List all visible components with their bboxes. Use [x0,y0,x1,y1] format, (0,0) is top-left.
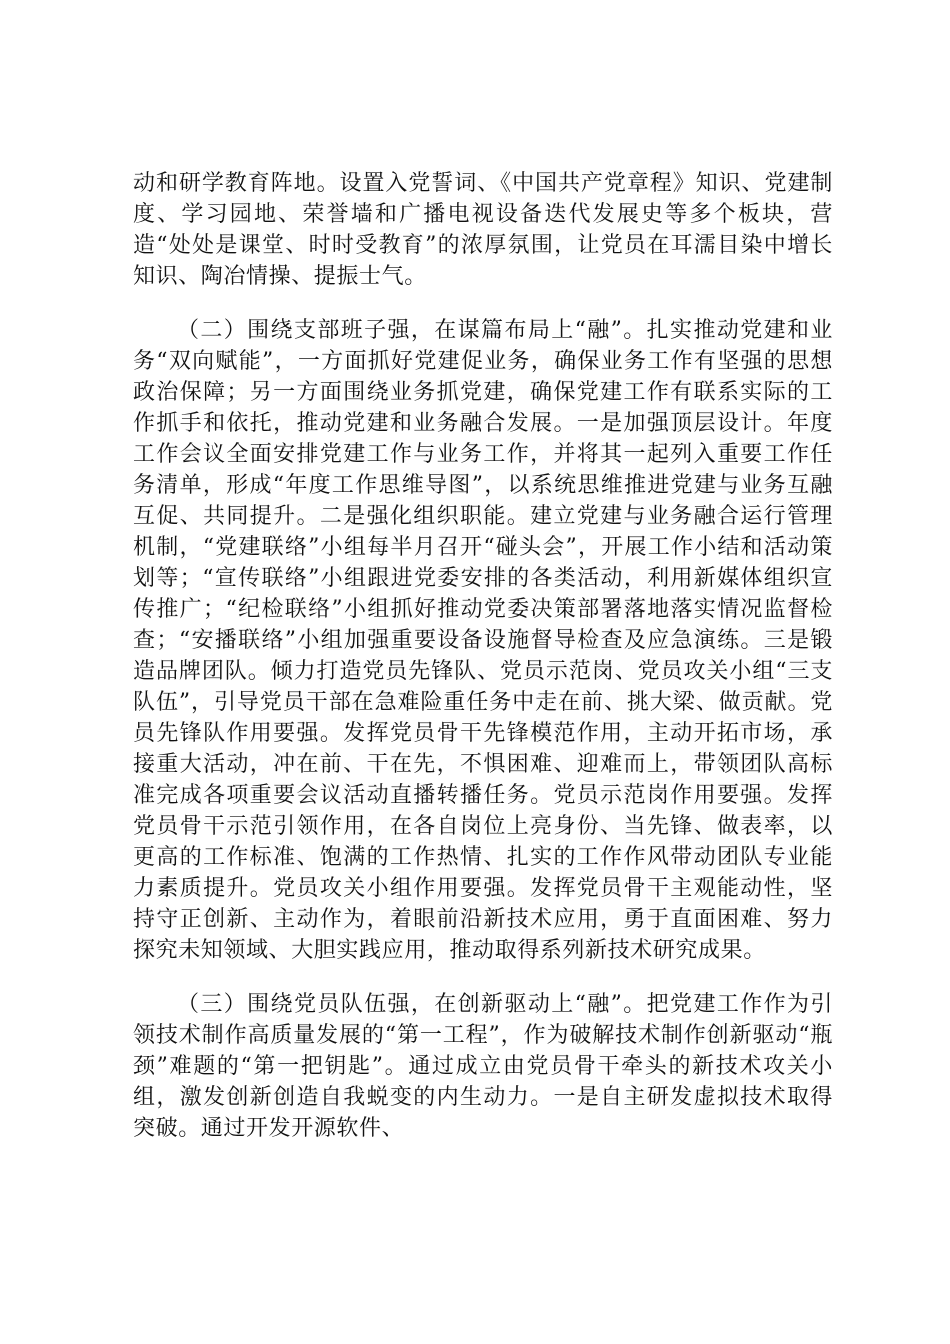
paragraph-section-two: （二）围绕支部班子强，在谋篇布局上“融”。扎实推动党建和业务“双向赋能”，一方面抓好党建促业务，确保业务工作有坚强的思想政治保障；另一方面围绕业务抓党建，确保党建工作有联系实际的工作抓手和依托，推动党建和业务融合发展。一是加强顶层设计。年度工作会议全面安排党建工作与业务工作，并将其一起列入重要工作任务清单，形成“年度工作思维导图”，以系统思维推进党建与业务互融互促、共同提升。二是强化组织职能。建立党建与业务融合运行管理机制，“党建联络”小组每半月召开“碰头会”，开展工作小结和活动策划等；“宣传联络”小组跟进党委安排的各类活动，利用新媒体组织宣传推广；“纪检联络”小组抓好推动党委决策部署落地落实情况监督检查；“安播联络”小组加强重要设备设施督导检查及应急演练。三是锻造品牌团队。倾力打造党员先锋队、党员示范岗、党员攻关小组“三支队伍”，引导党员干部在急难险重任务中走在前、挑大梁、做贡献。党员先锋队作用要强。发挥党员骨干先锋模范作用，主动开拓市场，承接重大活动，冲在前、干在先，不惧困难、迎难而上，带领团队高标准完成各项重要会议活动直播转播任务。党员示范岗作用要强。发挥党员骨干示范引领作用，在各自岗位上亮身份、当先锋、做表率，以更高的工作标准、饱满的工作热情、扎实的工作作风带动团队专业能力素质提升。党员攻关小组作用要强。发挥党员骨干主观能动性，坚持守正创新、主动作为，着眼前沿新技术应用，勇于直面困难、努力探究未知领域、大胆实践应用，推动取得系列新技术研究成果。 [133,318,833,963]
paragraph-section-three: （三）围绕党员队伍强，在创新驱动上“融”。把党建工作作为引领技术制作高质量发展的“第一工程”，作为破解技术制作创新驱动“瓶颈”难题的“第一把钥匙”。通过成立由党员骨干牵头的新技术攻关小组，激发创新创造自我蜕变的内生动力。一是自主研发虚拟技术取得突破。通过开发开源软件、 [133,992,833,1141]
document-page [133,168,833,1144]
paragraph-continuation: 动和研学教育阵地。设置入党誓词、《中国共产党章程》知识、党建制度、学习园地、荣誉墙和广播电视设备迭代发展史等多个板块，营造“处处是课堂、时时受教育”的浓厚氛围，让党员在耳濡目染中增长知识、陶冶情操、提振士气。 [133,171,833,289]
